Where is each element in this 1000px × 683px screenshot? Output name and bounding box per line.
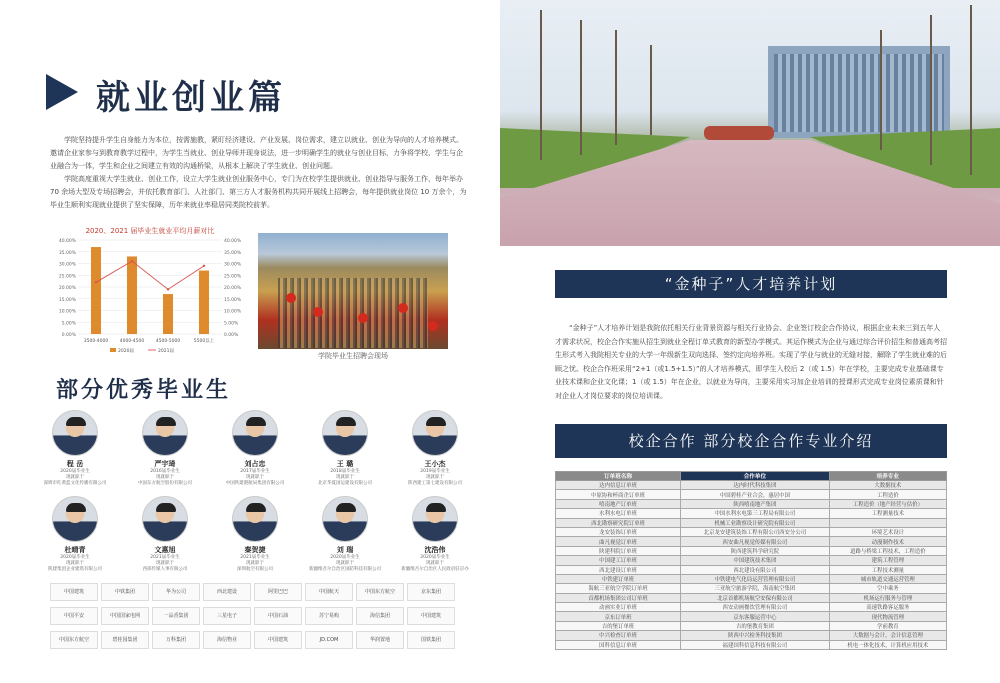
partner-logo: 中国平安 (50, 607, 98, 625)
legend-label-2020: 2020届 (118, 349, 134, 354)
graduate-year: 2017届毕业生 (240, 469, 270, 474)
table-row (556, 612, 947, 621)
cell-class: 西北建设订单班 (556, 565, 681, 574)
graduate-photo (142, 410, 188, 456)
cell-class: 吉的堡订单班 (556, 621, 681, 630)
graduate-employer: 中国东方航空股份有限公司 (138, 481, 192, 486)
table-row (556, 593, 947, 602)
cell-partner: 北京龙安建筑装饰工程有限公司西安分公司 (681, 527, 830, 536)
graduate-name: 严宇琦 (154, 460, 176, 468)
graduate-name: 程 岳 (66, 460, 84, 468)
cell-partner: 北京首都机场航空安保有限公司 (681, 593, 830, 602)
cell-major: 高速铁路客运服务 (829, 603, 946, 612)
graduate-photo (232, 496, 278, 542)
graduate-employer: 陕建集团企业建筑有限公司 (48, 567, 102, 572)
x-tick-label: 4500-5000 (155, 339, 181, 344)
graduate-employed-label: 现就职于 (336, 475, 354, 480)
right-page (500, 0, 1000, 683)
cell-class: 京东订单班 (556, 612, 681, 621)
graduate-year: 2020届毕业生 (60, 469, 90, 474)
table-row (556, 565, 947, 574)
lantern-icon (398, 303, 408, 313)
graduate-card (120, 496, 210, 573)
y-tick-label: 30.00% (58, 262, 76, 268)
golden-seed-paragraph: “金种子”人才培养计划是我院依托相关行业背景资源与相关行业协会、企业签订校企合作协议，根据企业未来三到五年人才需求状况，校企合作实施从招生到就业全程订单式教育的新型办学模式。其运作模式为企业与通过综合评价招生和普通高考招生形式考入我院相关专业的大学一年级新生双向选择、签约定向培养班。实现了学业与就业的无缝对接，解除了学生就业难的后顾之忧。校企合作班采用“2+1（或1.5+1.5）”的人才培养模式，即学生入校后 2（或 1.5）年在学校，主要完成专业基础课专业技术课和企业文化课；1（或 1.5）年在企业，以就业为导向，主要采用实习加企业培训的授课形式完成专业岗位素质课和针对企业人才岗位要求的岗位培训课。 (555, 324, 947, 400)
y-tick-label-right: 10.00% (224, 309, 242, 315)
table-row (556, 556, 947, 565)
cell-major: 工程造价（地产经营与估价） (829, 499, 946, 508)
y-tick-label: 20.00% (58, 286, 76, 291)
cell-partner: 京东客服运营中心 (681, 612, 830, 621)
y-tick-label-right: 5.00% (224, 321, 239, 327)
graduate-year: 2020届毕业生 (330, 555, 360, 560)
graduate-card (30, 410, 120, 487)
cell-class: 达内信息订单班 (556, 481, 681, 490)
legend-swatch-2020 (110, 348, 116, 352)
tree-icon (970, 5, 972, 175)
table-row (556, 537, 947, 546)
cell-major: 道路与桥梁工程技术，工程造价 (829, 546, 946, 555)
graduate-employed-label: 现就职于 (426, 475, 444, 480)
crowd-image (278, 278, 428, 348)
graduate-photo (412, 496, 458, 542)
y-tick-label-right: 30.00% (224, 262, 242, 268)
partner-logo: 中国石油 (254, 607, 302, 625)
tree-icon (650, 45, 652, 135)
cell-partner: 中国碧桂产业合会，惠居中国 (681, 490, 830, 499)
partner-logo: 海信物业 (203, 631, 251, 649)
graduate-name: 王小杰 (424, 460, 446, 468)
cell-partner: 达内时代科技集团 (681, 481, 830, 490)
cell-class: 动画实业订单班 (556, 603, 681, 612)
line-point (131, 260, 133, 262)
graduate-name: 杜晴青 (64, 546, 86, 554)
cell-major: 环境艺术设计 (829, 527, 946, 536)
table-row (556, 527, 947, 536)
graduate-photo (412, 410, 458, 456)
graduate-year: 2016届毕业生 (150, 469, 180, 474)
chart-svg (50, 236, 250, 358)
x-tick-label: 3500-4000 (83, 339, 109, 344)
partner-logo: JD.COM (305, 631, 353, 649)
graduate-name: 沈浩伟 (424, 546, 446, 554)
graduate-photo (52, 410, 98, 456)
lantern-icon (286, 293, 296, 303)
graduate-name: 王 璐 (336, 460, 354, 468)
line-point (203, 265, 205, 267)
graduate-photo (322, 496, 368, 542)
table-header-row (556, 472, 947, 481)
line-point (167, 288, 169, 290)
flowerbed (704, 126, 774, 140)
y-tick-label-right: 20.00% (224, 286, 242, 291)
graduate-name: 刘占忠 (244, 460, 266, 468)
cell-class: 中国建工订单班 (556, 556, 681, 565)
y-tick-label-right: 40.00% (224, 239, 242, 244)
partner-logo: 中国建筑 (254, 631, 302, 649)
cell-partner: 吉的堡教育集团 (681, 621, 830, 630)
intro-text (50, 134, 468, 212)
graduate-name: 刘 瑞 (336, 546, 354, 554)
cell-class: 中兴检查订单班 (556, 631, 681, 640)
cell-partner: 机械工业勘察设计研究院有限公司 (681, 518, 830, 527)
title-triangle-icon (46, 74, 78, 110)
table-row (556, 631, 947, 640)
partner-logo: 三星电子 (203, 607, 251, 625)
graduate-year: 2021届毕业生 (150, 555, 180, 560)
partner-logo: 中国东方航空 (356, 583, 404, 601)
graduate-photo (142, 496, 188, 542)
x-tick-label: 4000-4500 (119, 339, 145, 344)
table-row (556, 584, 947, 593)
cell-partner: 中国建筑技术集团 (681, 556, 830, 565)
graduate-employer: 新疆维吾尔自治区人民政府驻京办 (401, 567, 469, 572)
fair-caption: 学院毕业生招聘会现场 (318, 352, 388, 360)
y-tick-label: 10.00% (58, 309, 76, 315)
cell-major: 动漫制作技术 (829, 537, 946, 546)
cooperation-table (555, 471, 947, 650)
cell-class: 西北勘察研究院订单班 (556, 518, 681, 527)
y-tick-label: 5.00% (61, 321, 76, 327)
graduate-employer: 陕西建工第七建设有限公司 (408, 481, 462, 486)
graduate-employed-label: 现就职于 (426, 561, 444, 566)
graduate-employer: 北京华夏国运建设有限公司 (318, 481, 372, 486)
graduate-photo (322, 410, 368, 456)
cell-major: 现代物流管理 (829, 612, 946, 621)
graduate-card (30, 496, 120, 573)
bar (163, 294, 173, 334)
cell-major: 大数据与会计，会计信息管理 (829, 631, 946, 640)
intro-paragraph-1: 学院坚持提升学生自身能力为本位，按需施教，紧盯经济建设、产业发展、岗位需求，建立以就业、创业为导向的人才培养模式。邀请企业家参与到教育教学过程中，为学生当就业、创业导师并现身说法，进一步明确学生的就业与创业目标，力争将学校、学生与企业融合为一体，学生和企业之间建立有效的沟通桥梁，从根本上解决了学生就业、创业问题。 (50, 136, 463, 170)
table-row (556, 603, 947, 612)
lantern-icon (358, 313, 368, 323)
graduate-employer: 深圳航空有限公司 (237, 567, 273, 572)
y-tick-label: 25.00% (58, 274, 76, 280)
table-row (556, 509, 947, 518)
golden-seed-title: “金种子”人才培养计划 (555, 270, 947, 298)
graduate-employed-label: 现就职于 (66, 475, 84, 480)
cell-class: 嘻南地产订单班 (556, 499, 681, 508)
cell-class: 曲凡视觉订单班 (556, 537, 681, 546)
cell-partner: 西安曲凡视觉传媒有限公司 (681, 537, 830, 546)
graduate-employed-label: 现就职于 (156, 561, 174, 566)
table-row (556, 621, 947, 630)
campus-photo (500, 0, 1000, 246)
table-row (556, 490, 947, 499)
cell-partner: 西安动画餐饮管理有限公司 (681, 603, 830, 612)
graduate-year: 2020届毕业生 (420, 555, 450, 560)
graduate-employer: 中国铁建港航局集团有限公司 (225, 481, 285, 486)
partner-logo: 一品香集团 (152, 607, 200, 625)
partner-logo: 苏宁易购 (305, 607, 353, 625)
cell-partner: 陕西中兴检务科技集团 (681, 631, 830, 640)
table-row (556, 518, 947, 527)
cell-major: 工程造价 (829, 490, 946, 499)
y-tick-label-right: 25.00% (224, 274, 242, 280)
cell-major: 建筑工程管理 (829, 556, 946, 565)
graduate-employer: 西部传媒人事有限公司 (142, 567, 188, 572)
tree-icon (615, 30, 617, 145)
partner-logo: 中国国家电网 (101, 607, 149, 625)
tree-icon (880, 30, 882, 150)
cell-class: 中铁建订单班 (556, 574, 681, 583)
partner-logo: 中国建筑 (407, 607, 455, 625)
graduate-name: 秦贺捷 (244, 546, 266, 554)
salary-chart (50, 226, 250, 358)
cell-major (829, 518, 946, 527)
cell-partner: 三亚航空旅游学院，海南航空集团 (681, 584, 830, 593)
y-tick-label: 0.00% (61, 333, 76, 338)
cell-major: 学前教育 (829, 621, 946, 630)
cell-partner: 陕西建筑科学研究院 (681, 546, 830, 555)
cell-major: 工程技术测量 (829, 565, 946, 574)
line-point (95, 281, 97, 283)
graduate-year: 2020届毕业生 (60, 555, 90, 560)
partner-logo: 西北建设 (203, 583, 251, 601)
intro-paragraph-2: 学院高度重视大学生就业、创业工作，设立大学生就业创业服务中心，专门为在校学生提供就业、创业指导与服务工作，每年举办 70 余场大型及专场招聘会，并依托教育部门、人社部门、第三方人才服务机构共同开展线上招聘会，每年提供就业岗位 10 万余个，为毕业生顺利实现就业提供了坚实保障，历年来就业率稳居同类院校前茅。 (50, 175, 467, 209)
graduate-photo (52, 496, 98, 542)
legend-label-2021: 2021届 (158, 349, 174, 354)
graduate-card (210, 410, 300, 487)
partner-logo: 华润置地 (356, 631, 404, 649)
cell-class: 国科信息订单班 (556, 640, 681, 649)
partner-logo: 碧桂园集团 (101, 631, 149, 649)
table-row (556, 546, 947, 555)
graduate-year: 2021届毕业生 (240, 555, 270, 560)
golden-seed-text (555, 322, 947, 403)
partner-logo: 阿里巴巴 (254, 583, 302, 601)
cell-partner: 陕西嘻南地产集团 (681, 499, 830, 508)
graduate-year: 2018届毕业生 (330, 469, 360, 474)
bar (199, 271, 209, 334)
partner-logo: 海信集团 (356, 607, 404, 625)
lantern-icon (313, 307, 323, 317)
table-row (556, 481, 947, 490)
graduate-name: 文惠旭 (154, 546, 176, 554)
cell-partner: 福建国科信息科技有限公司 (681, 640, 830, 649)
header-class: 订单班名称 (556, 472, 681, 481)
cell-major: 工程测量技术 (829, 509, 946, 518)
cell-major: 机电一体化技术，计算机应用技术 (829, 640, 946, 649)
graduate-card (120, 410, 210, 487)
partner-logo: 中铁集团 (101, 583, 149, 601)
tree-icon (930, 15, 932, 165)
cell-partner: 中铁建电气化局运营管理有限公司 (681, 574, 830, 583)
graduate-card (390, 410, 480, 487)
partner-logo: 国铁集团 (407, 631, 455, 649)
cooperation-title: 校企合作 部分校企合作专业介绍 (555, 424, 947, 458)
left-page (0, 0, 495, 683)
cell-major: 大数据技术 (829, 481, 946, 490)
cell-partner: 中国水利水电第三工程局有限公司 (681, 509, 830, 518)
y-tick-label: 40.00% (58, 239, 76, 244)
graduates-title: 部分优秀毕业生 (56, 378, 232, 403)
partner-logo: 中国东方航空 (50, 631, 98, 649)
graduate-card (300, 496, 390, 573)
cell-class: 水利水电订单班 (556, 509, 681, 518)
table-row (556, 499, 947, 508)
partner-logo: 华为公司 (152, 583, 200, 601)
header-partner: 合作单位 (681, 472, 830, 481)
y-tick-label: 35.00% (58, 250, 76, 256)
cell-major: 机场运行服务与管理 (829, 593, 946, 602)
graduate-employed-label: 现就职于 (336, 561, 354, 566)
graduate-year: 2019届毕业生 (420, 469, 450, 474)
chart-title: 2020、2021 届毕业生就业平均月薪对比 (85, 227, 215, 235)
graduate-photo (232, 410, 278, 456)
graduate-employer: 深圳市红黄蓝文化传播有限公司 (43, 481, 107, 486)
graduate-card (210, 496, 300, 573)
table-row (556, 640, 947, 649)
y-tick-label-right: 0.00% (224, 333, 239, 338)
y-tick-label-right: 15.00% (224, 297, 242, 303)
partner-logo: 中国建筑 (50, 583, 98, 601)
partner-logo: 中国航天 (305, 583, 353, 601)
campus-building (768, 46, 950, 138)
cell-major: 城市轨道交通运营管理 (829, 574, 946, 583)
graduate-employed-label: 现就职于 (156, 475, 174, 480)
cell-partner: 西北建设有限公司 (681, 565, 830, 574)
partner-logo: 京东集团 (407, 583, 455, 601)
graduate-employed-label: 现就职于 (246, 475, 264, 480)
graduate-card (390, 496, 480, 573)
partner-logo: 万科集团 (152, 631, 200, 649)
y-tick-label: 15.00% (58, 297, 76, 303)
graduate-employer: 新疆维吾尔自治区国防科技有限公司 (309, 567, 381, 572)
job-fair-photo (258, 233, 448, 349)
x-tick-label: 5500以上 (193, 339, 215, 344)
cell-major: 空中乘务 (829, 584, 946, 593)
cell-class: 龙安装饰订单班 (556, 527, 681, 536)
graduate-employed-label: 现就职于 (66, 561, 84, 566)
cell-class: 中原协和杯商企订单班 (556, 490, 681, 499)
graduate-card (300, 410, 390, 487)
table-row (556, 574, 947, 583)
tree-icon (540, 10, 542, 160)
y-tick-label-right: 35.00% (224, 250, 242, 256)
bar (91, 247, 101, 334)
tree-icon (580, 20, 582, 155)
cell-class: 首都机场集团公司订单班 (556, 593, 681, 602)
graduate-employed-label: 现就职于 (246, 561, 264, 566)
header-major: 培养专业 (829, 472, 946, 481)
section-title: 就业创业篇 (96, 78, 286, 118)
cell-class: 海航三亚航空学院订单班 (556, 584, 681, 593)
bar (127, 256, 137, 334)
lantern-icon (428, 321, 438, 331)
cell-class: 陕建科院订单班 (556, 546, 681, 555)
